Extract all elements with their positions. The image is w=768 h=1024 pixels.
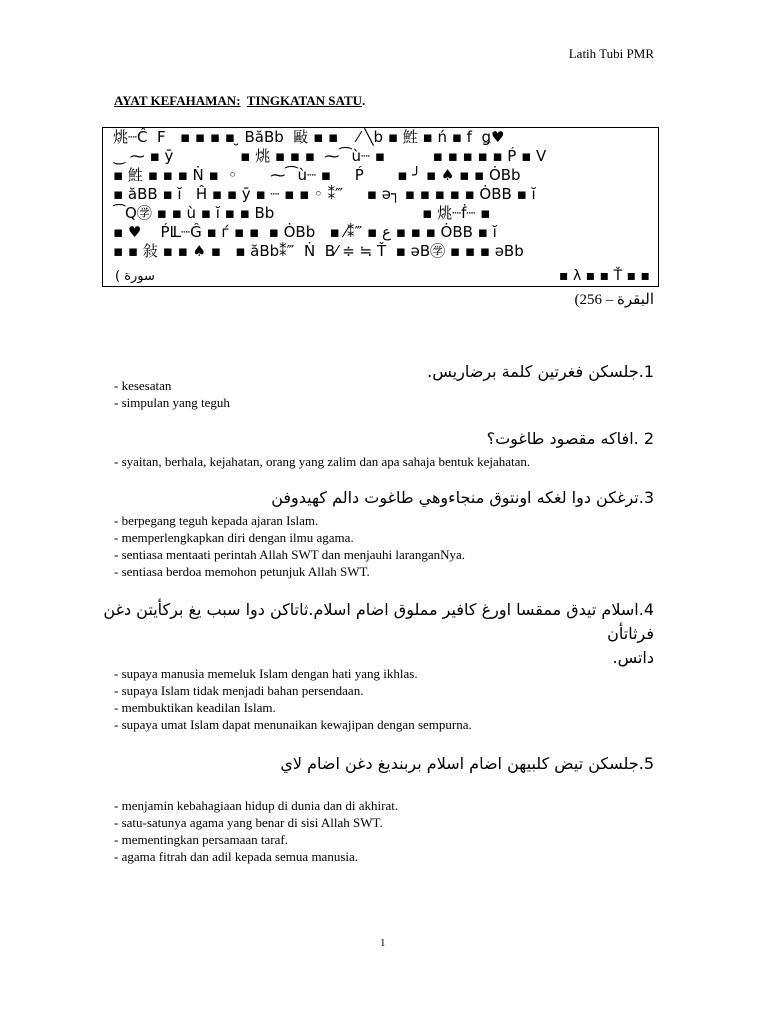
answer-list-1 — [114, 377, 674, 411]
answer-list-3 — [114, 512, 674, 580]
verse-line: ▪ ▪ 敍 ▪ ▪ ♠ ▪ ▪ ăBb⁑‴ Ṅ B⁄ ≑ ≒ Ť ▪ əB㊫ ▪ ▪ ▪ əBb — [113, 242, 524, 260]
question-4-line: فرثاتأن — [607, 624, 654, 643]
title-part-1: AYAT KEFAHAMAN: — [114, 93, 241, 108]
verse-line: ▪ ♥ ṔỺ┈Ĝ ▪ ѓ ▪ ▪ ▪ ȮBb ▪ ⁄⁑‴ ▪ ع ▪ ▪ ▪ ȮBB ▪ ĭ — [113, 223, 497, 241]
verse-line: ▪ 鮏 ▪ ▪ ▪ Ṅ ▪ ◦ ⁓⁀ù┈ ▪ Ṕ ▪ ╯ ▪ ♠ ▪ ▪ ȮBb — [113, 166, 521, 184]
question-4-line: 4.اسلام تيدق ممقسا اورغ كافير مملوق اضام اسلام.ثاتاكن دوا سبب يغ بركأيتن دغن — [103, 600, 654, 619]
verse-line: ‿ ⁓ ▪ ȳ ▪ 烑 ▪ ▪ ▪ ⁓⁀ù┈ ▪ ▪ ▪ ▪ ▪ ▪ Ṕ ▪ V — [113, 147, 547, 165]
verse-box — [102, 127, 659, 287]
question-4 — [94, 598, 654, 670]
answer-list-2 — [114, 453, 674, 470]
answer-item: - agama fitrah dan adil kepada semua manusia. — [114, 849, 359, 864]
verse-line: ⁀Q㊫ ▪ ▪ ù ▪ ĭ ▪ ▪ Bb ▪ 烑┈ḟ┈ ▪ — [113, 204, 491, 222]
answer-item: - sentiasa berdoa memohon petunjuk Allah SWT. — [114, 564, 370, 579]
answer-item: - supaya manusia memeluk Islam dengan hati yang ikhlas. — [114, 666, 418, 681]
title-part-2: TINGKATAN SATU — [246, 93, 363, 108]
verse-line: 烑┈Ĉ F ▪ ▪ ▪ ▪ ̮ BăBb 敺 ▪ ▪ ⁄ ╲b ▪ 鮏 ▪ ń ▪ f ǥ♥ — [113, 128, 505, 146]
answer-item: - memperlengkapkan diri dengan ilmu agama. — [114, 530, 354, 545]
verse-line: ▪ ăBB ▪ ĭ Ĥ ▪ ▪ ȳ ▪ ┈ ▪ ▪ ◦ ⁑‴ ▪ ə┐ ▪ ▪ ▪ ▪ ▪ ȮBB ▪ ĭ — [113, 185, 536, 203]
surah-label: سورة ) — [115, 269, 155, 284]
answer-item: - supaya umat Islam dapat menunaikan kewajipan dengan sempurna. — [114, 717, 472, 732]
title-suffix: . — [362, 93, 366, 108]
answer-list-4 — [114, 665, 674, 733]
section-title — [114, 93, 365, 109]
answer-item: - simpulan yang teguh — [114, 395, 230, 410]
question-5: 5.جلسكن تيض كلبيهن اضام اسلام بربنديغ دغن اضام لاي — [280, 754, 654, 773]
answer-item: - syaitan, berhala, kejahatan, orang yang zalim dan apa sahaja bentuk kejahatan. — [114, 454, 531, 469]
question-1: 1.جلسكن فغرتين كلمة برضاريس. — [427, 362, 654, 381]
answer-item: - kesesatan — [114, 378, 172, 393]
verse-reference: البقرة – 256) — [574, 292, 654, 308]
page-number: 1 — [380, 937, 386, 949]
answer-item: - berpegang teguh kepada ajaran Islam. — [114, 513, 319, 528]
question-2: 2 .افاكه مقصود طاغوت؟ — [486, 429, 654, 448]
answer-item: - mementingkan persamaan taraf. — [114, 832, 288, 847]
answer-item: - satu-satunya agama yang benar di sisi Allah SWT. — [114, 815, 383, 830]
answer-item: - sentiasa mentaati perintah Allah SWT dan menjauhi laranganNya. — [114, 547, 466, 562]
answer-item: - menjamin kebahagiaan hidup di dunia dan di akhirat. — [114, 798, 399, 813]
answer-list-5 — [114, 797, 674, 865]
verse-foot: ▪ λ ▪ ▪ Ť ▪ ▪ — [559, 268, 650, 284]
question-3: 3.ترغكن دوا لغكه اونتوق منجاءوهي طاغوت دالم كهيدوفن — [271, 488, 654, 507]
answer-item: - membuktikan keadilan Islam. — [114, 700, 276, 715]
answer-item: - supaya Islam tidak menjadi bahan persendaan. — [114, 683, 364, 698]
question-4-line: داتس. — [612, 648, 654, 667]
page-header: Latih Tubi PMR — [568, 46, 654, 61]
